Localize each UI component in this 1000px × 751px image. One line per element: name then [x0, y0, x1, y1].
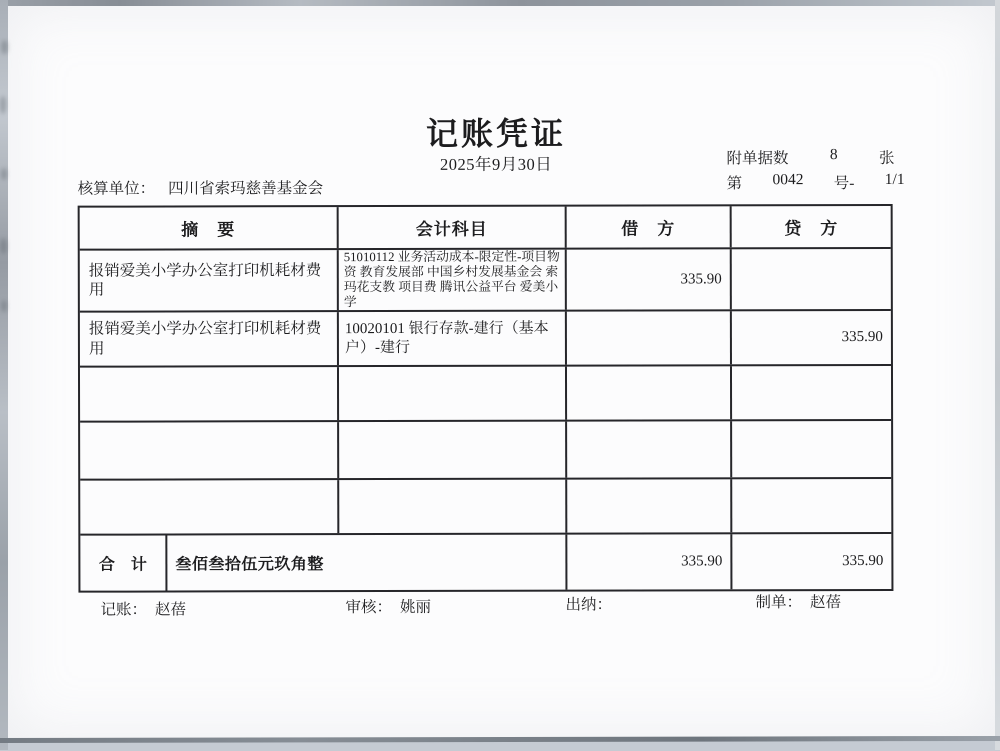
- reviewer-label: 审核：: [345, 599, 392, 616]
- cell-credit: [732, 366, 891, 419]
- reviewer-name: 姚丽: [400, 599, 431, 616]
- signature-bookkeeper: [100, 597, 186, 619]
- voucher-number-line: [727, 171, 905, 193]
- cell-account: [339, 367, 567, 420]
- scan-smudge: [0, 238, 7, 254]
- table-row: [80, 479, 891, 536]
- cell-summary: [80, 480, 339, 534]
- header-account: 会计科目: [339, 207, 567, 248]
- header-summary: 摘 要: [80, 207, 339, 249]
- cell-debit: 335.90: [567, 249, 732, 309]
- table-row: [80, 311, 891, 368]
- cashier-label: 出纳：: [565, 597, 612, 614]
- signature-reviewer: [345, 595, 431, 617]
- bookkeeper-name: 赵蓓: [155, 601, 186, 618]
- scan-smudge: [1, 40, 8, 54]
- attachment-unit: 张: [879, 146, 895, 168]
- cell-credit: 335.90: [732, 311, 891, 364]
- total-credit: 335.90: [732, 534, 891, 589]
- scan-edge-top: [0, 0, 1000, 6]
- cell-summary: 报销爱美小学办公室打印机耗材费用: [80, 312, 339, 366]
- table-row: [80, 366, 891, 423]
- cell-account: [339, 422, 567, 478]
- cell-account: 51010112 业务活动成本-限定性-项目物资 教育发展部 中国乡村发展基金会 索玛花支教 项目费 腾讯公益平台 爱美小学: [339, 250, 567, 310]
- total-debit: 335.90: [567, 534, 732, 589]
- cell-summary: [80, 367, 339, 421]
- scan-smudge: [1, 300, 7, 312]
- header-debit: 借 方: [567, 206, 732, 247]
- voucher-no-page: 1/1: [885, 171, 905, 193]
- signature-preparer: [755, 590, 841, 612]
- cell-debit: [567, 311, 732, 364]
- voucher-no-prefix: 第: [727, 171, 743, 193]
- attachment-count: 8: [830, 146, 838, 168]
- voucher-date: 2025年9月30日: [0, 150, 993, 176]
- cell-credit: [732, 249, 891, 309]
- preparer-name: 赵蓓: [810, 594, 841, 611]
- accounting-unit-name: 四川省索玛慈善基金会: [168, 180, 323, 197]
- voucher-no-suffix: 号-: [834, 171, 855, 193]
- scan-edge-right: [995, 0, 1000, 750]
- voucher-table: [78, 204, 894, 593]
- table-header-row: [80, 206, 891, 251]
- table-total-row: [80, 534, 891, 591]
- table-row: [80, 249, 891, 313]
- cell-credit: [732, 479, 891, 532]
- header-credit: 贷 方: [732, 206, 891, 247]
- page-title: 记账凭证: [0, 108, 993, 156]
- bookkeeper-label: 记账：: [100, 602, 147, 619]
- scan-smudge: [0, 96, 6, 114]
- cell-account: [339, 480, 567, 533]
- cell-summary: 报销爱美小学办公室打印机耗材费用: [80, 250, 339, 311]
- total-amount-in-words: 叁佰叁拾伍元玖角整: [167, 535, 567, 591]
- accounting-unit-label: 核算单位：: [78, 181, 156, 198]
- cell-debit: [567, 479, 732, 532]
- cell-summary: [80, 422, 339, 479]
- accounting-unit-line: [78, 176, 324, 199]
- preparer-label: 制单：: [755, 594, 802, 611]
- voucher-no-number: 0042: [772, 171, 803, 193]
- signature-cashier: [565, 593, 620, 615]
- attachment-count-line: [727, 146, 895, 168]
- cell-debit: [567, 421, 732, 477]
- cell-credit: [732, 421, 891, 477]
- cell-debit: [567, 366, 732, 419]
- total-label: 合 计: [80, 535, 167, 590]
- cell-account: 10020101 银行存款-建行（基本户）-建行: [339, 312, 567, 365]
- table-row: [80, 421, 891, 481]
- attachment-label: 附单据数: [727, 146, 789, 168]
- scan-smudge: [1, 168, 7, 180]
